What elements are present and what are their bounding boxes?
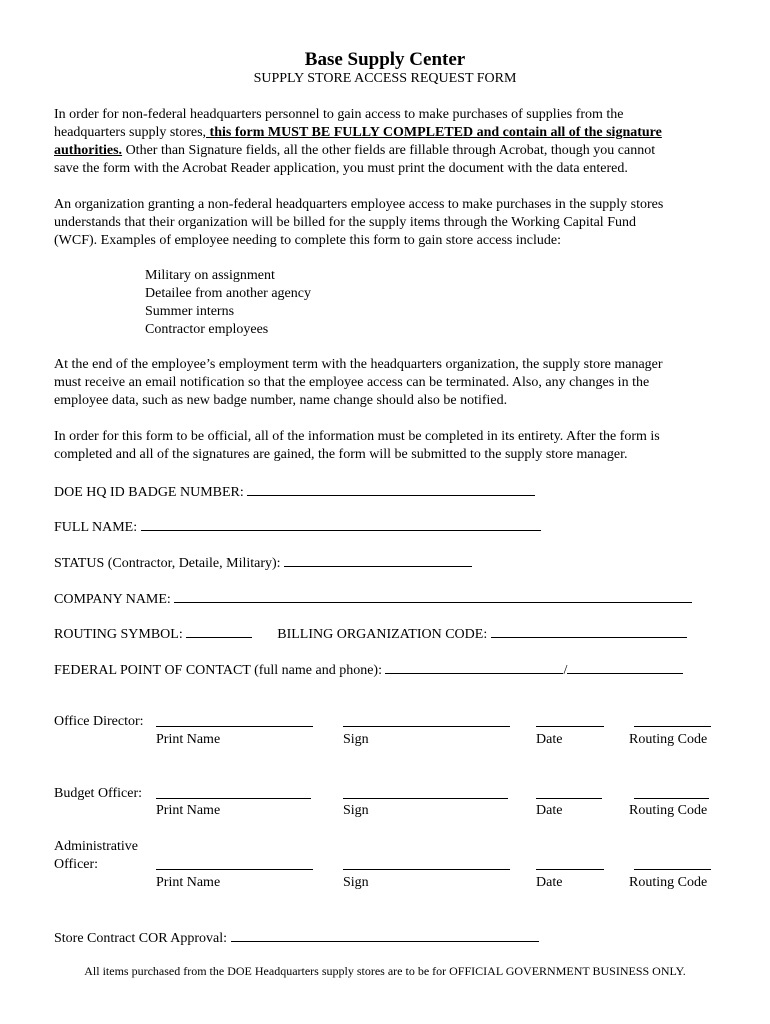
poc-label: FEDERAL POINT OF CONTACT (full name and phone): [54, 663, 382, 678]
emphasis-text: authorities. [54, 143, 123, 158]
billing-code-label: BILLING ORGANIZATION CODE: [277, 627, 488, 642]
office-director-routing-code-field[interactable] [634, 726, 711, 727]
routing-symbol-field[interactable] [186, 624, 252, 638]
admin-officer-label-line-1: Administrative [54, 839, 138, 854]
badge-number-label: DOE HQ ID BADGE NUMBER: [54, 485, 244, 500]
budget-officer-label: Budget Officer: [54, 786, 142, 801]
sign-caption: Sign [343, 875, 369, 890]
poc-row [54, 660, 683, 680]
routing-billing-row [54, 624, 687, 644]
office-director-date-field[interactable] [536, 726, 604, 727]
full-name-row [54, 517, 541, 537]
full-name-label: FULL NAME: [54, 520, 138, 535]
footer-note: All items purchased from the DOE Headquarters supply stores are to be for OFFICIAL GOVERNMENT BUSINESS ONLY. [84, 964, 686, 978]
paragraph-text: Other than Signature fields, all the other fields are fillable through Acrobat, though you cannot [122, 143, 656, 158]
page-title: Base Supply Center [304, 49, 466, 70]
admin-officer-routing-code-field[interactable] [634, 869, 711, 870]
print-name-caption: Print Name [156, 732, 221, 747]
badge-number-row [54, 482, 535, 502]
poc-name-field[interactable] [385, 660, 563, 674]
intro-paragraph-2 [54, 196, 722, 250]
budget-officer-sign-field[interactable] [343, 798, 508, 799]
routing-symbol-label: ROUTING SYMBOL: [54, 627, 183, 642]
budget-officer-routing-code-field[interactable] [634, 798, 709, 799]
routing-code-caption: Routing Code [629, 875, 708, 890]
intro-paragraph-3 [54, 356, 722, 410]
paragraph-line: In order for non-federal headquarters personnel to gain access to make purchases of supplies from the [54, 107, 624, 122]
print-name-caption: Print Name [156, 875, 221, 890]
billing-code-field[interactable] [491, 624, 687, 638]
date-caption: Date [536, 732, 563, 747]
emphasis-text: this form MUST BE FULLY COMPLETED and contain all of the signature [206, 125, 662, 140]
status-row [54, 553, 472, 573]
poc-separator: / [563, 663, 568, 678]
paragraph-line: completed and all of the signatures are gained, the form will be submitted to the supply store manager. [54, 447, 628, 462]
office-director-label: Office Director: [54, 714, 144, 729]
example-item: Detailee from another agency [145, 286, 311, 301]
status-label: STATUS (Contractor, Detaile, Military): [54, 556, 281, 571]
company-name-row [54, 589, 692, 609]
cor-approval-row [54, 928, 539, 948]
paragraph-line: In order for this form to be official, all of the information must be completed in its entirety. After the form is [54, 429, 660, 444]
paragraph-line: (WCF). Examples of employee needing to complete this form to gain store access include: [54, 233, 561, 248]
admin-officer-date-field[interactable] [536, 869, 604, 870]
paragraph-line: An organization granting a non-federal headquarters employee access to make purchases in the supply stores [54, 197, 664, 212]
poc-phone-field[interactable] [567, 660, 683, 674]
company-name-field[interactable] [174, 589, 692, 603]
routing-code-caption: Routing Code [629, 732, 708, 747]
paragraph-line [54, 124, 722, 142]
date-caption: Date [536, 803, 563, 818]
company-name-label: COMPANY NAME: [54, 592, 171, 607]
print-name-caption: Print Name [156, 803, 221, 818]
paragraph-text: headquarters supply stores, [54, 125, 207, 140]
date-caption: Date [536, 875, 563, 890]
example-item: Summer interns [145, 304, 235, 319]
intro-paragraph-4 [54, 428, 722, 464]
full-name-field[interactable] [141, 517, 541, 531]
example-item: Military on assignment [145, 268, 275, 283]
intro-paragraph-1 [54, 106, 722, 178]
status-field[interactable] [284, 553, 472, 567]
paragraph-line [54, 142, 722, 160]
routing-code-caption: Routing Code [629, 803, 708, 818]
cor-approval-label: Store Contract COR Approval: [54, 931, 228, 946]
cor-approval-field[interactable] [231, 928, 539, 942]
example-item: Contractor employees [145, 322, 269, 337]
badge-number-field[interactable] [247, 482, 535, 496]
admin-officer-label-line-2: Officer: [54, 857, 99, 872]
paragraph-line: save the form with the Acrobat Reader application, you must print the document with the data entered. [54, 161, 628, 176]
paragraph-line: must receive an email notification so that the employee access can be terminated. Also, any changes in the [54, 375, 650, 390]
office-director-print-name-field[interactable] [156, 726, 313, 727]
admin-officer-sign-field[interactable] [343, 869, 510, 870]
sign-caption: Sign [343, 803, 369, 818]
office-director-sign-field[interactable] [343, 726, 510, 727]
admin-officer-print-name-field[interactable] [156, 869, 313, 870]
form-subtitle: SUPPLY STORE ACCESS REQUEST FORM [253, 71, 517, 86]
sign-caption: Sign [343, 732, 369, 747]
budget-officer-date-field[interactable] [536, 798, 602, 799]
budget-officer-print-name-field[interactable] [156, 798, 311, 799]
paragraph-line: At the end of the employee’s employment term with the headquarters organization, the supply store manager [54, 357, 663, 372]
paragraph-line: employee data, such as new badge number, name change should also be notified. [54, 393, 508, 408]
paragraph-line: understands that their organization will be billed for the supply items through the Working Capital Fund [54, 215, 636, 230]
